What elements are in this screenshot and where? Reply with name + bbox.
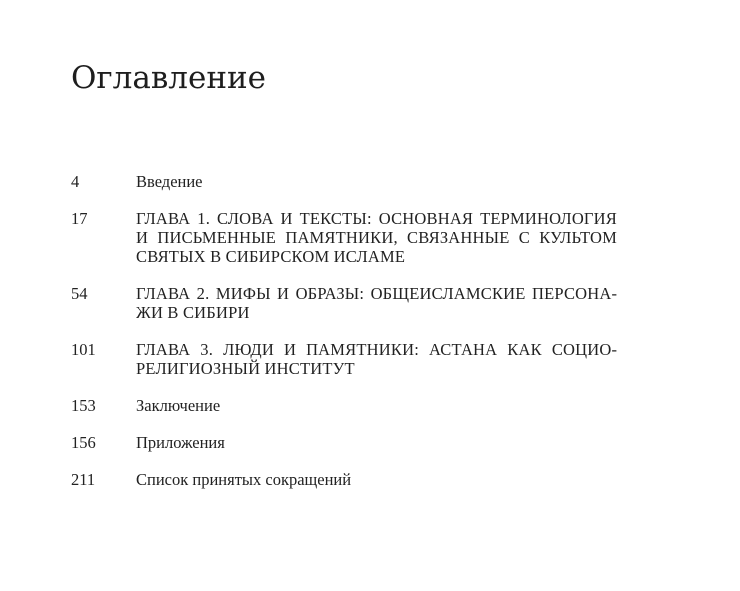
- toc-page-number: 153: [71, 396, 96, 415]
- toc-entry-title: ГЛАВА 1. СЛОВА И ТЕКСТЫ: ОСНОВНАЯ ТЕРМИНОЛОГИЯ И ПИСЬМЕННЫЕ ПАМЯТНИКИ, СВЯЗАННЫЕ С КУЛЬТОМ СВЯТЫХ В СИБИРСКОМ ИСЛАМЕ: [136, 209, 617, 266]
- toc-entry-conclusion: [71, 396, 617, 415]
- toc-entry-abbreviations: [71, 470, 617, 489]
- toc-entry-appendices: [71, 433, 617, 452]
- toc-entry-title: Список принятых сокращений: [136, 470, 352, 489]
- toc-page-number: 156: [71, 433, 96, 452]
- toc-page-number: 54: [71, 284, 88, 303]
- toc-entry-title: Введение: [136, 172, 203, 191]
- toc-page-number: 4: [71, 172, 80, 191]
- toc-entry-chapter-1: [71, 209, 617, 266]
- toc-entry-title: ГЛАВА 3. ЛЮДИ И ПАМЯТНИКИ: АСТАНА КАК СОЦИОРЕЛИГИОЗНЫЙ ИНСТИТУТ: [136, 340, 617, 378]
- toc-entry-introduction: [71, 172, 617, 191]
- toc-page-number: 17: [71, 209, 88, 228]
- toc-entry-title: Заключение: [136, 396, 221, 415]
- toc-entry-chapter-3: [71, 340, 617, 378]
- toc-page-number: 211: [71, 470, 96, 489]
- table-of-contents: [71, 172, 617, 489]
- page-title: Оглавление: [71, 60, 266, 96]
- toc-entry-title: ГЛАВА 2. МИФЫ И ОБРАЗЫ: ОБЩЕИСЛАМСКИЕ ПЕРСОНАЖИ В СИБИРИ: [136, 284, 617, 322]
- toc-page-number: 101: [71, 340, 96, 359]
- toc-entry-title: Приложения: [136, 433, 225, 452]
- toc-entry-chapter-2: [71, 284, 617, 322]
